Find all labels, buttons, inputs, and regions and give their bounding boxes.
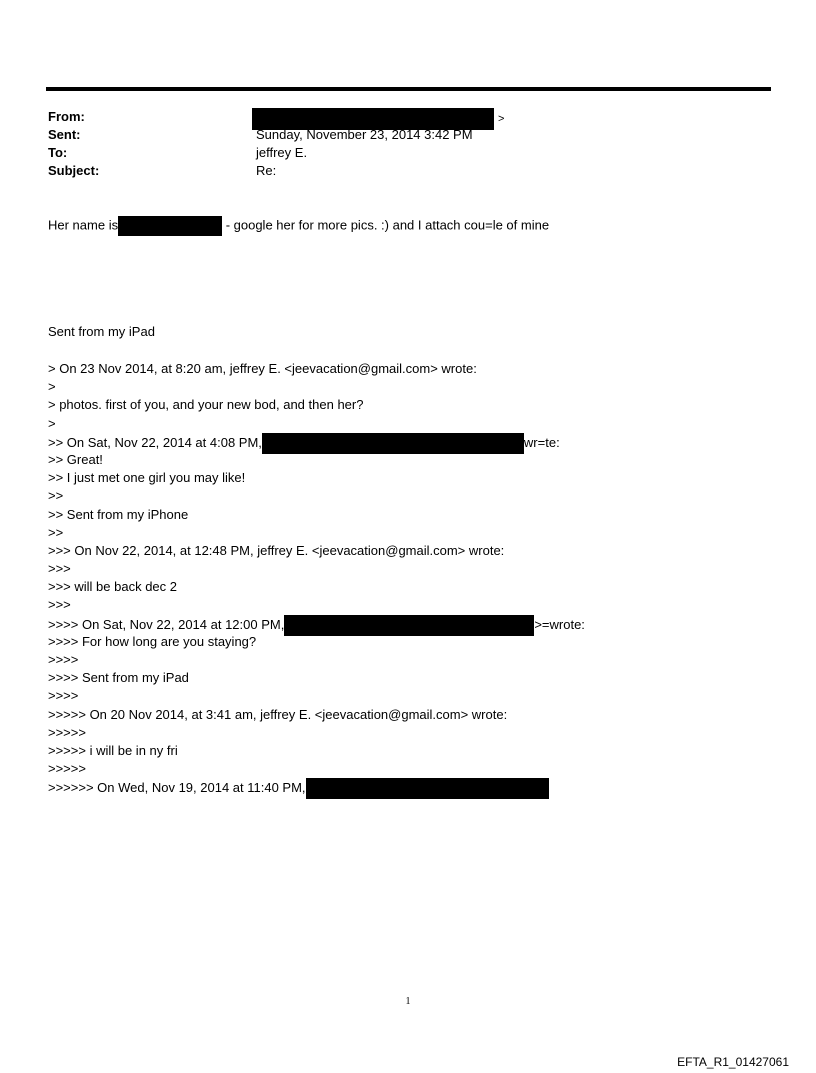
subject-value: Re:	[256, 163, 277, 178]
subject-row	[48, 162, 768, 180]
quoted-line: >> Great!	[48, 451, 103, 467]
redaction-box	[118, 216, 222, 236]
sent-value: Sunday, November 23, 2014 3:42 PM	[256, 127, 473, 142]
signature-line: Sent from my iPad	[48, 324, 155, 339]
quoted-line: >	[48, 379, 56, 395]
quoted-line: >	[48, 415, 56, 431]
quoted-line: >>>	[48, 561, 71, 577]
header-divider	[46, 87, 771, 91]
to-row	[48, 144, 768, 162]
quoted-line: >>	[48, 488, 64, 504]
quoted-prefix: >>>> On Sat, Nov 22, 2014 at 12:00 PM,	[48, 616, 285, 632]
quoted-line: >>> will be back dec 2	[48, 579, 177, 595]
message-prefix: Her name is	[48, 217, 119, 233]
document-id: EFTA_R1_01427061	[677, 1055, 789, 1069]
quoted-thread	[48, 360, 585, 797]
quoted-line: >>>>>	[48, 761, 86, 777]
subject-label: Subject:	[48, 163, 100, 178]
quoted-line: > photos. first of you, and your new bod, and then her?	[48, 397, 364, 413]
from-row	[48, 108, 768, 126]
quoted-line: >>>> For how long are you staying?	[48, 633, 257, 649]
quoted-line: > On 23 Nov 2014, at 8:20 am, jeffrey E. <jeevacation@gmail.com> wrote:	[48, 361, 477, 376]
from-value-suffix: >	[498, 113, 505, 126]
quoted-line	[48, 615, 585, 633]
email-header	[48, 108, 768, 180]
quoted-line: >>>>	[48, 688, 79, 704]
quoted-line	[48, 778, 585, 796]
quoted-line: >>>>> On 20 Nov 2014, at 3:41 am, jeffrey E. <jeevacation@gmail.com> wrote:	[48, 706, 508, 722]
quoted-line: >>>>> i will be in ny fri	[48, 742, 178, 758]
quoted-line: >> Sent from my iPhone	[48, 506, 189, 522]
quoted-prefix: >>>>>> On Wed, Nov 19, 2014 at 11:40 PM,	[48, 780, 306, 796]
message-line	[48, 216, 549, 236]
quoted-suffix: wr=te:	[523, 434, 560, 450]
from-label: From:	[48, 109, 85, 124]
quoted-line: >>>>>	[48, 724, 86, 740]
to-label: To:	[48, 145, 68, 160]
quoted-suffix: >=wrote:	[534, 616, 585, 632]
quoted-line: >>>	[48, 597, 71, 613]
quoted-line: >>>>	[48, 652, 79, 667]
message-suffix: - google her for more pics. :) and I attach cou=le of mine	[222, 217, 550, 233]
quoted-prefix: >> On Sat, Nov 22, 2014 at 4:08 PM,	[48, 434, 262, 450]
redaction-box	[284, 615, 534, 636]
page-number: 1	[405, 996, 411, 1007]
quoted-line: >>> On Nov 22, 2014, at 12:48 PM, jeffrey E. <jeevacation@gmail.com> wrote:	[48, 542, 505, 558]
sent-label: Sent:	[48, 127, 81, 142]
redaction-box	[262, 433, 524, 454]
quoted-line: >>	[48, 524, 64, 540]
quoted-line: >>>> Sent from my iPad	[48, 670, 189, 686]
redaction-box	[306, 778, 549, 799]
quoted-line: >> I just met one girl you may like!	[48, 470, 246, 486]
quoted-line	[48, 433, 585, 451]
sent-row	[48, 126, 768, 144]
to-value: jeffrey E.	[256, 145, 308, 160]
